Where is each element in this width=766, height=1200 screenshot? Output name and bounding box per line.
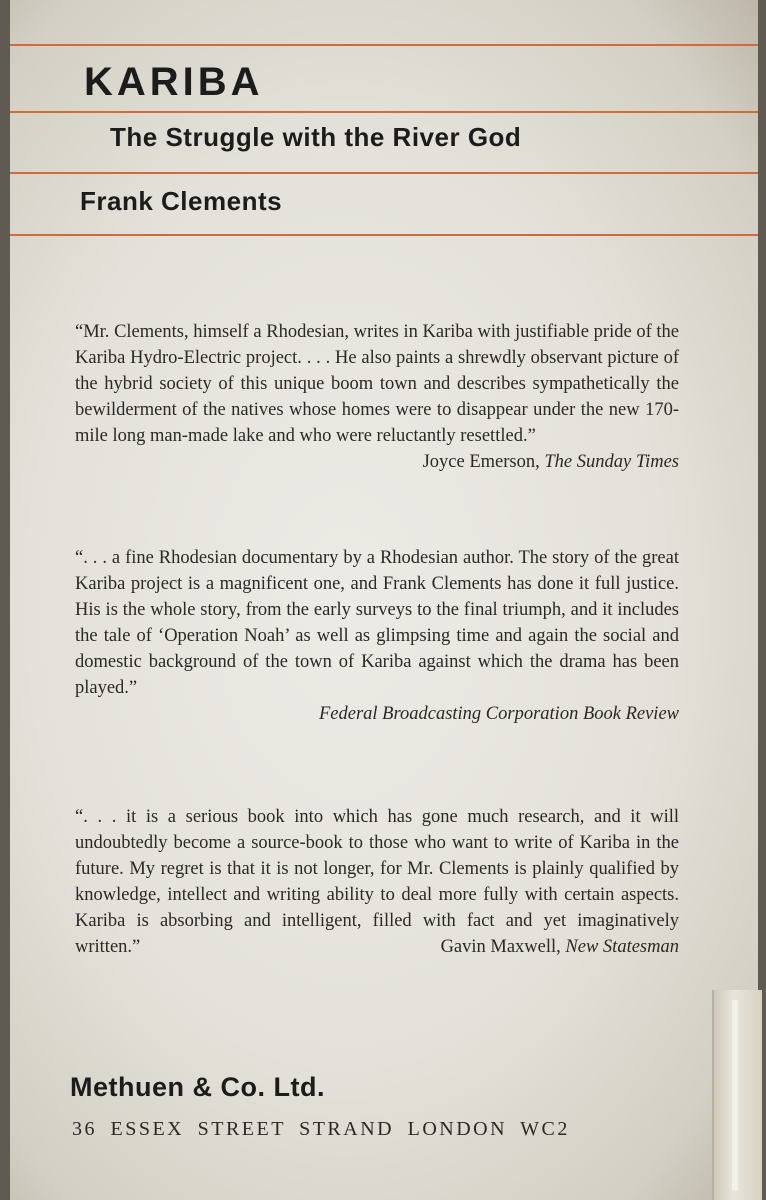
review-quote xyxy=(75,804,679,960)
review-text: “. . . it is a serious book into which has gone much research, and it will undoubtedly become a source-book to those who want to write of Kariba in the future. My regret is that it is not longer, for Mr. Clements is plainly qualified by knowledge, intellect and writing ability to deal more fully with certain aspects. Kariba is absorbing and intelligent, filled with fact and yet imaginatively written.” xyxy=(75,807,679,957)
book-title: KARIBA xyxy=(84,60,264,104)
review-attribution xyxy=(75,934,679,960)
review-text: “. . . a fine Rhodesian documentary by a Rhodesian author. The story of the great Kariba project is a magnificent one, and Frank Clements has done it full justice. His is the whole story, from the early surveys to the final triumph, and it includes the tale of ‘Operation Noah’ as well as glimpsing time and again the social and domestic background of the town of Kariba against which the drama has been played.” xyxy=(75,548,679,698)
orange-rule xyxy=(10,44,758,46)
reviewer-name: Gavin Maxwell, xyxy=(440,937,561,957)
review-attribution xyxy=(75,449,679,475)
sticker-stripe xyxy=(732,1000,738,1190)
orange-rule xyxy=(10,234,758,236)
review-source: New Statesman xyxy=(565,937,679,957)
book-subtitle: The Struggle with the River God xyxy=(110,122,522,152)
publisher-address: 36 ESSEX STREET STRAND LONDON WC2 xyxy=(72,1118,570,1140)
book-author: Frank Clements xyxy=(80,186,283,216)
review-text: “Mr. Clements, himself a Rhodesian, writes in Kariba with justifiable pride of the Kariba Hydro-Electric project. . . . He also paints a shrewdly observant picture of the hybrid society of this unique boom town and describes sympathetically the bewilderment of the natives whose homes were to disappear under the new 170-mile long man-made lake and who were reluctantly resettled.” xyxy=(75,322,679,446)
review-quote xyxy=(75,545,679,727)
orange-rule xyxy=(10,111,758,113)
publisher-name: Methuen & Co. Ltd. xyxy=(70,1072,325,1102)
review-source: The Sunday Times xyxy=(544,452,679,472)
reviewer-name: Joyce Emerson, xyxy=(422,452,540,472)
review-attribution xyxy=(75,701,679,727)
book-back-cover xyxy=(10,0,758,1200)
review-quote xyxy=(75,319,679,475)
orange-rule xyxy=(10,172,758,174)
review-source: Federal Broadcasting Corporation Book Review xyxy=(318,704,679,724)
